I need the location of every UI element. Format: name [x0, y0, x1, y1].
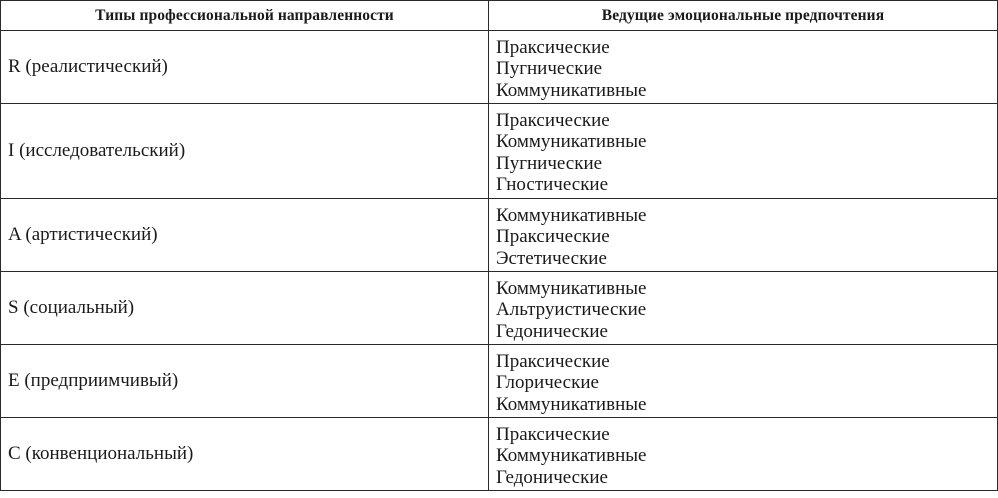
preference-item: Коммуникативные	[496, 278, 647, 299]
table-row	[1, 345, 998, 418]
preferences-cell	[489, 199, 998, 272]
preference-item: Пугнические	[496, 58, 603, 80]
type-cell: S (социальный)	[1, 272, 489, 345]
table-row	[1, 199, 998, 272]
table-header-row	[1, 1, 998, 31]
type-cell: C (конвенциональный)	[1, 418, 489, 491]
preference-item: Пугнические	[496, 152, 603, 174]
table-row	[1, 104, 998, 199]
preferences-cell	[489, 31, 998, 104]
preference-item: Праксические	[496, 351, 610, 372]
preference-item: Альтруистические	[496, 299, 647, 321]
preferences-cell	[489, 345, 998, 418]
preferences-cell	[489, 418, 998, 491]
table-row	[1, 272, 998, 345]
type-cell: E (предприимчивый)	[1, 345, 489, 418]
preferences-cell	[489, 272, 998, 345]
preference-item: Праксические	[496, 37, 610, 58]
type-cell: A (артистический)	[1, 199, 489, 272]
preferences-cell	[489, 104, 998, 199]
header-types: Типы профессиональной направленности	[1, 1, 489, 31]
table-row	[1, 418, 998, 491]
preference-item: Праксические	[496, 424, 610, 445]
preference-item: Праксические	[496, 110, 610, 131]
preference-item: Коммуникативные	[496, 79, 647, 101]
preference-item: Глорические	[496, 372, 599, 394]
preference-item: Коммуникативные	[496, 445, 647, 467]
preference-item: Эстетические	[496, 247, 607, 269]
preference-item: Коммуникативные	[496, 393, 647, 415]
preference-item: Гедонические	[496, 320, 608, 342]
type-cell: R (реалистический)	[1, 31, 489, 104]
type-cell: I (исследовательский)	[1, 104, 489, 199]
preference-item: Коммуникативные	[496, 131, 647, 153]
table-row	[1, 31, 998, 104]
header-preferences: Ведущие эмоциональные предпочтения	[489, 1, 998, 31]
preference-item: Коммуникативные	[496, 205, 647, 226]
preference-item: Гедонические	[496, 466, 608, 488]
preference-item: Гностические	[496, 173, 609, 195]
preference-item: Праксические	[496, 226, 610, 248]
